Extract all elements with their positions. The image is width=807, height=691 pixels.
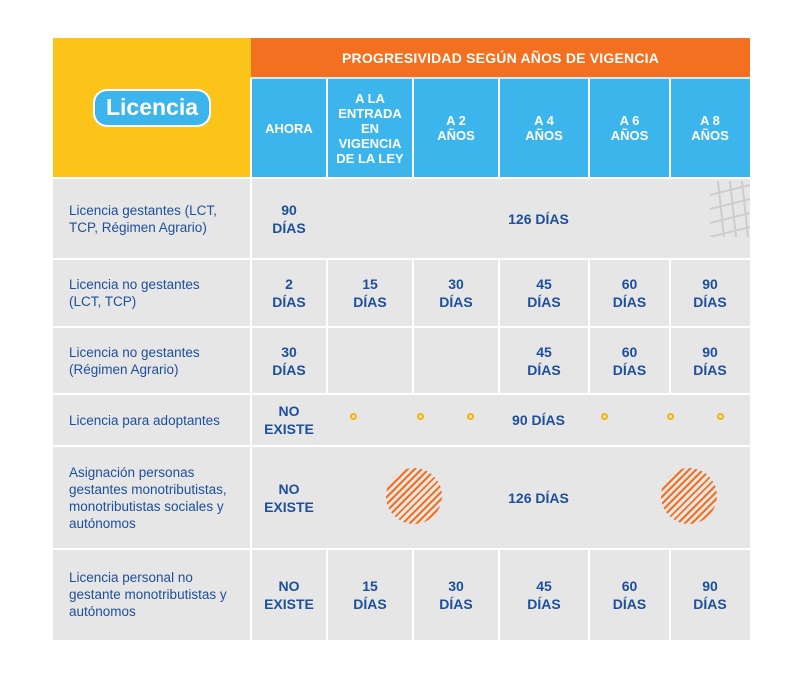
column-header-a6: A 6 AÑOS — [589, 78, 670, 178]
divider — [412, 78, 414, 178]
row-label: Licencia no gestantes (Régimen Agrario) — [53, 327, 251, 394]
value-a2: 30 DÍAS — [413, 259, 499, 327]
column-header-a8: A 8 AÑOS — [670, 78, 750, 178]
dot-decoration — [601, 413, 608, 420]
divider — [251, 77, 750, 79]
value-span: 90 DÍAS — [327, 394, 750, 446]
divider — [53, 258, 750, 260]
value-a8: 90 DÍAS — [670, 327, 750, 394]
group-header-title: PROGRESIVIDAD SEGÚN AÑOS DE VIGENCIA — [341, 50, 660, 66]
divider — [326, 78, 328, 178]
divider — [588, 549, 590, 640]
value-entrada — [327, 327, 413, 394]
dot-decoration — [467, 413, 474, 420]
striped-circle-decoration — [386, 468, 442, 524]
licencias-table — [53, 38, 750, 640]
value-span: 126 DÍAS — [327, 178, 750, 259]
dot-decoration — [417, 413, 424, 420]
divider — [498, 549, 500, 640]
column-header-ahora: AHORA — [251, 78, 327, 178]
value-a4: 45 DÍAS — [499, 549, 589, 640]
column-header-a2: A 2 AÑOS — [413, 78, 499, 178]
row-label: Licencia personal no gestante monotributistas y autónomos — [53, 549, 251, 640]
divider — [53, 326, 750, 328]
value-ahora: NO EXISTE — [251, 549, 327, 640]
dot-decoration — [667, 413, 674, 420]
dot-decoration — [350, 413, 357, 420]
value-ahora: 90 DÍAS — [251, 178, 327, 259]
divider — [588, 78, 590, 178]
value-ahora: 30 DÍAS — [251, 327, 327, 394]
value-entrada: 15 DÍAS — [327, 549, 413, 640]
divider — [498, 78, 500, 178]
value-a6: 60 DÍAS — [589, 259, 670, 327]
divider — [669, 78, 671, 178]
value-a2: 30 DÍAS — [413, 549, 499, 640]
divider — [326, 549, 328, 640]
value-a8: 90 DÍAS — [670, 549, 750, 640]
divider — [669, 549, 671, 640]
value-a6: 60 DÍAS — [589, 549, 670, 640]
value-ahora: 2 DÍAS — [251, 259, 327, 327]
value-ahora: NO EXISTE — [251, 446, 327, 549]
divider — [53, 445, 750, 447]
divider — [53, 177, 750, 179]
divider — [53, 393, 750, 395]
divider — [53, 548, 750, 550]
value-a8: 90 DÍAS — [670, 259, 750, 327]
value-a4: 45 DÍAS — [499, 327, 589, 394]
dot-decoration — [717, 413, 724, 420]
mesh-decoration — [710, 181, 750, 237]
row-label: Licencia no gestantes (LCT, TCP) — [53, 259, 251, 327]
corner-cell — [53, 38, 251, 178]
row-label: Licencia gestantes (LCT, TCP, Régimen Agrario) — [53, 178, 251, 259]
value-a2 — [413, 327, 499, 394]
row-label: Licencia para adoptantes — [53, 394, 251, 446]
divider — [250, 78, 252, 640]
table-title-pill: Licencia — [93, 89, 211, 127]
value-span: 126 DÍAS — [327, 446, 750, 549]
divider — [412, 549, 414, 640]
value-a6: 60 DÍAS — [589, 327, 670, 394]
value-ahora: NO EXISTE — [251, 394, 327, 446]
value-a4: 45 DÍAS — [499, 259, 589, 327]
striped-circle-decoration — [661, 468, 717, 524]
value-entrada: 15 DÍAS — [327, 259, 413, 327]
column-header-a4: A 4 AÑOS — [499, 78, 589, 178]
row-label: Asignación personas gestantes monotributistas, monotributistas sociales y autónomos — [53, 446, 251, 549]
column-header-entrada: A LA ENTRADA EN VIGENCIA DE LA LEY — [327, 78, 413, 178]
group-header — [251, 38, 750, 78]
